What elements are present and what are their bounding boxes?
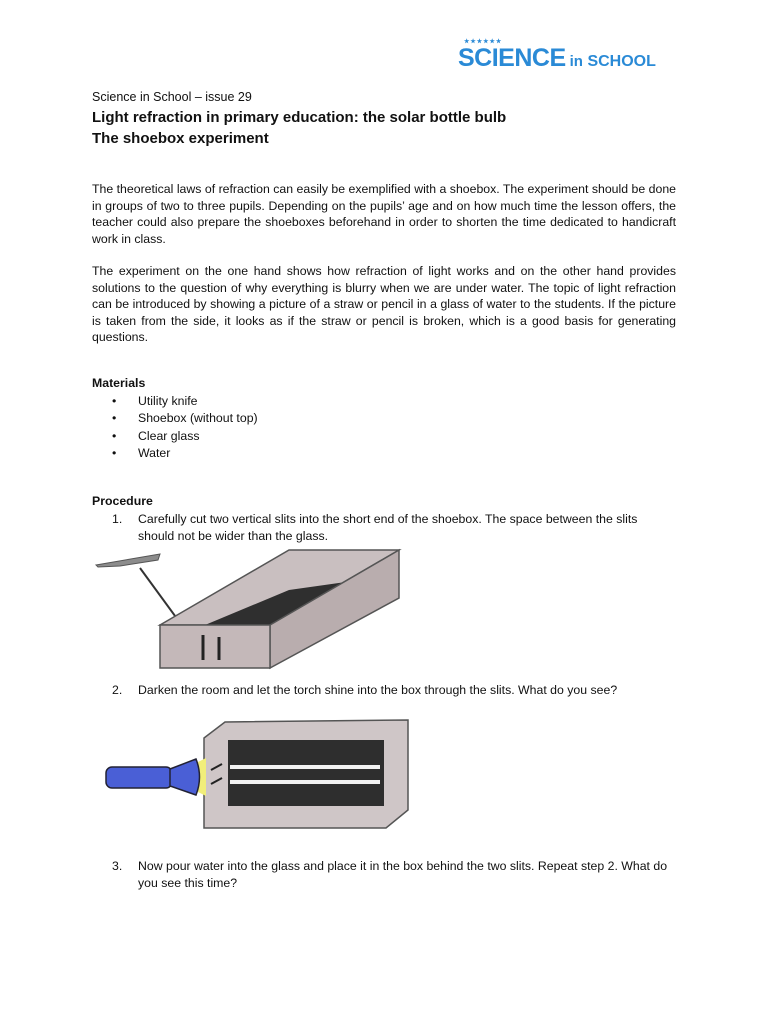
step-text: Darken the room and let the torch shine into the box through the slits. What do you see? <box>138 683 618 697</box>
list-item: • Utility knife <box>112 393 258 410</box>
step-text: Carefully cut two vertical slits into the short end of the shoebox. The space between the slits should not be wider than the glass. <box>138 512 638 543</box>
intro-paragraph: The theoretical laws of refraction can easily be exemplified with a shoebox. The experiment should be done in groups of two to three pupils. Depending on the pupils’ age and on how much time the lesson offers, the teacher could also prepare the shoeboxes beforehand in order to shorten the time dedicated to handicraft work in class. <box>92 182 676 246</box>
step-number: 1. <box>112 512 123 526</box>
page-title: Light refraction in primary education: the solar bottle bulb <box>92 109 507 126</box>
procedure-heading: Procedure <box>92 494 153 508</box>
list-item: • Water <box>112 445 258 462</box>
logo-in: in <box>569 53 583 70</box>
logo-school: SCHOOL <box>587 53 656 70</box>
shoebox-top-view-icon <box>204 720 408 828</box>
explanation-paragraph: The experiment on the one hand shows how refraction of light works and on the other hand provides solutions to the question of why everything is blurry when we are under water. The topic of light refraction can be introduced by showing a picture of a straw or pencil in a glass of water to the students. If the picture is taken from the side, it looks as if the straw or pencil is broken, which is a good basis for generating questions. <box>92 264 676 344</box>
materials-heading: Materials <box>92 376 146 390</box>
list-item: • Clear glass <box>112 428 258 445</box>
list-item: • Shoebox (without top) <box>112 410 258 427</box>
stars-decoration: ★★★★★★ <box>464 39 503 45</box>
torch-icon <box>106 758 206 796</box>
step-number: 3. <box>112 859 123 873</box>
page-subtitle: The shoebox experiment <box>92 130 269 147</box>
procedure-step <box>112 858 672 891</box>
step-number: 2. <box>112 683 123 697</box>
issue-label: Science in School – issue 29 <box>92 90 252 104</box>
logo-science: SCIENCE <box>458 44 566 72</box>
step-text: Now pour water into the glass and place it in the box behind the two slits. Repeat step 2. What do you see this time? <box>138 859 668 890</box>
